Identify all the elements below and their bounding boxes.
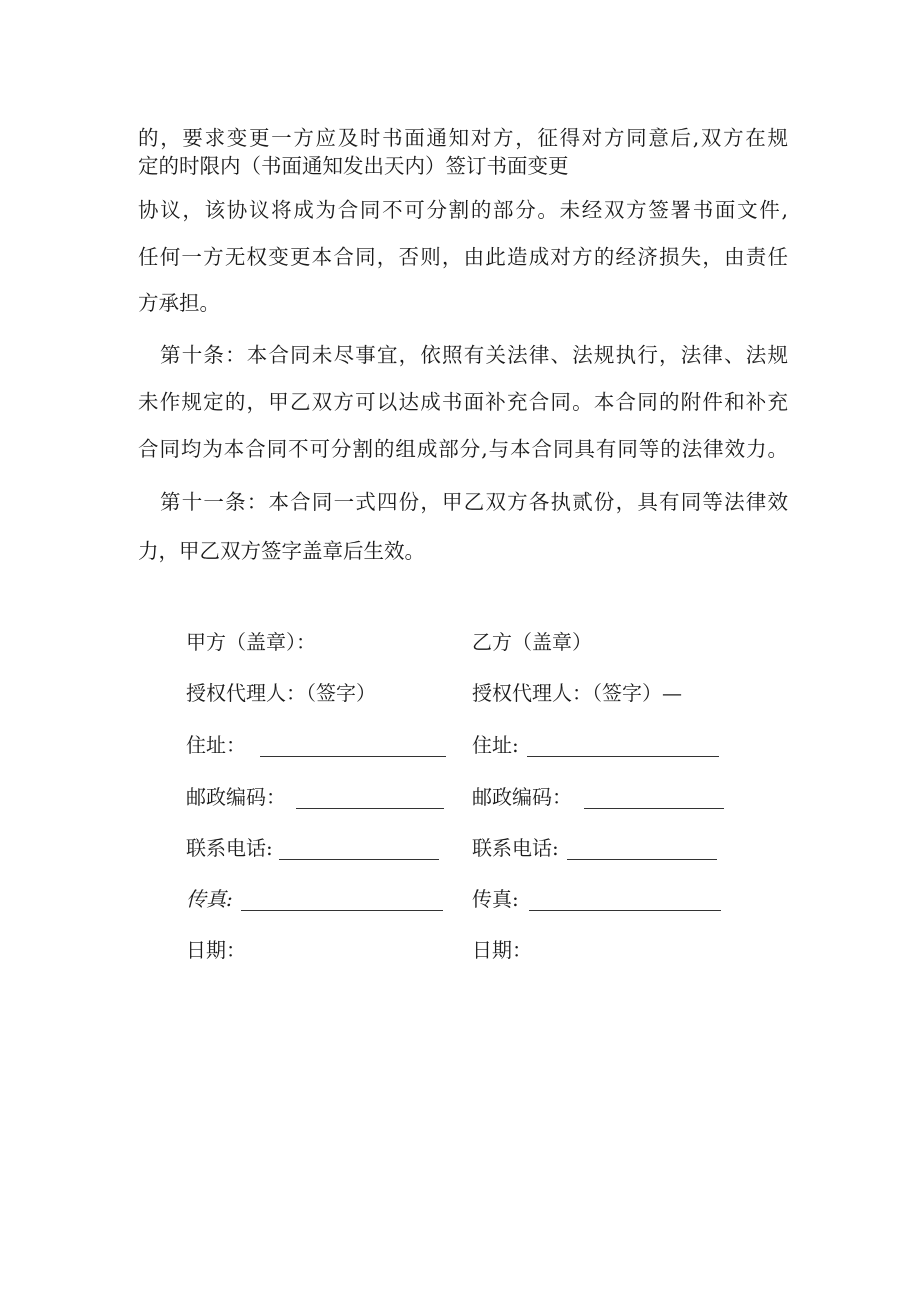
party-b-date [472, 938, 532, 962]
article-10-line: 未作规定的，甲乙双方可以达成书面补充合同。本合同的附件和补充 [138, 390, 788, 414]
body-line: 协议，该协议将成为合同不可分割的部分。未经双方签署书面文件, [138, 198, 788, 222]
party-a-seal [186, 630, 316, 654]
party-a-address [186, 733, 446, 757]
party-b-phone-label: 联系电话: [472, 836, 559, 860]
party-a-date [186, 938, 246, 962]
party-a-agent [186, 681, 376, 705]
party-b-seal [472, 630, 592, 654]
article-11-line: 力，甲乙双方签字盖章后生效。 [138, 539, 425, 563]
party-a-seal-label: 甲方（盖章）： [186, 630, 316, 654]
party-b-postcode [472, 785, 724, 809]
party-a-phone [186, 836, 439, 860]
party-b-agent-label: 授权代理人：（签字）— [472, 681, 682, 705]
party-a-postcode-field[interactable] [296, 790, 444, 809]
party-b-address-label: 住址: [472, 733, 519, 757]
body-line: 定的时限内（书面通知发出天内）签订书面变更 [138, 154, 569, 178]
article-10-line: 合同均为本合同不可分割的组成部分,与本合同具有同等的法律效力。 [138, 437, 788, 461]
article-10-line: 第十条：本合同未尽事宜，依照有关法律、法规执行，法律、法规 [160, 343, 788, 367]
party-b-postcode-field[interactable] [584, 790, 724, 809]
party-a-phone-field[interactable] [279, 841, 439, 860]
body-line: 的，要求变更一方应及时书面通知对方，征得对方同意后,双方在规 [138, 126, 788, 150]
body-line: 方承担。 [138, 291, 220, 315]
party-b-agent [472, 681, 682, 705]
party-b-fax-field[interactable] [529, 892, 721, 911]
party-b-postcode-label: 邮政编码： [472, 785, 572, 809]
party-b-fax [472, 887, 721, 911]
party-b-seal-label: 乙方（盖章） [472, 630, 592, 654]
party-b-fax-label: 传真: [472, 887, 519, 911]
party-b-date-label: 日期： [472, 938, 532, 962]
party-a-fax [186, 887, 443, 911]
party-a-fax-label: 传真: [186, 887, 233, 911]
party-a-fax-field[interactable] [241, 892, 443, 911]
article-11-line: 第十一条：本合同一式四份，甲乙双方各执贰份，具有同等法律效 [160, 490, 788, 514]
party-a-address-field[interactable] [260, 738, 446, 757]
party-b-address-field[interactable] [527, 738, 719, 757]
party-b-phone [472, 836, 717, 860]
party-b-address [472, 733, 719, 757]
body-line: 任何一方无权变更本合同，否则，由此造成对方的经济损失，由责任 [138, 245, 788, 269]
party-a-phone-label: 联系电话: [186, 836, 273, 860]
party-a-agent-label: 授权代理人：（签字） [186, 681, 376, 705]
party-a-date-label: 日期： [186, 938, 246, 962]
party-b-phone-field[interactable] [567, 841, 717, 860]
party-a-postcode [186, 785, 444, 809]
party-a-postcode-label: 邮政编码： [186, 785, 286, 809]
party-a-address-label: 住址： [186, 733, 246, 757]
